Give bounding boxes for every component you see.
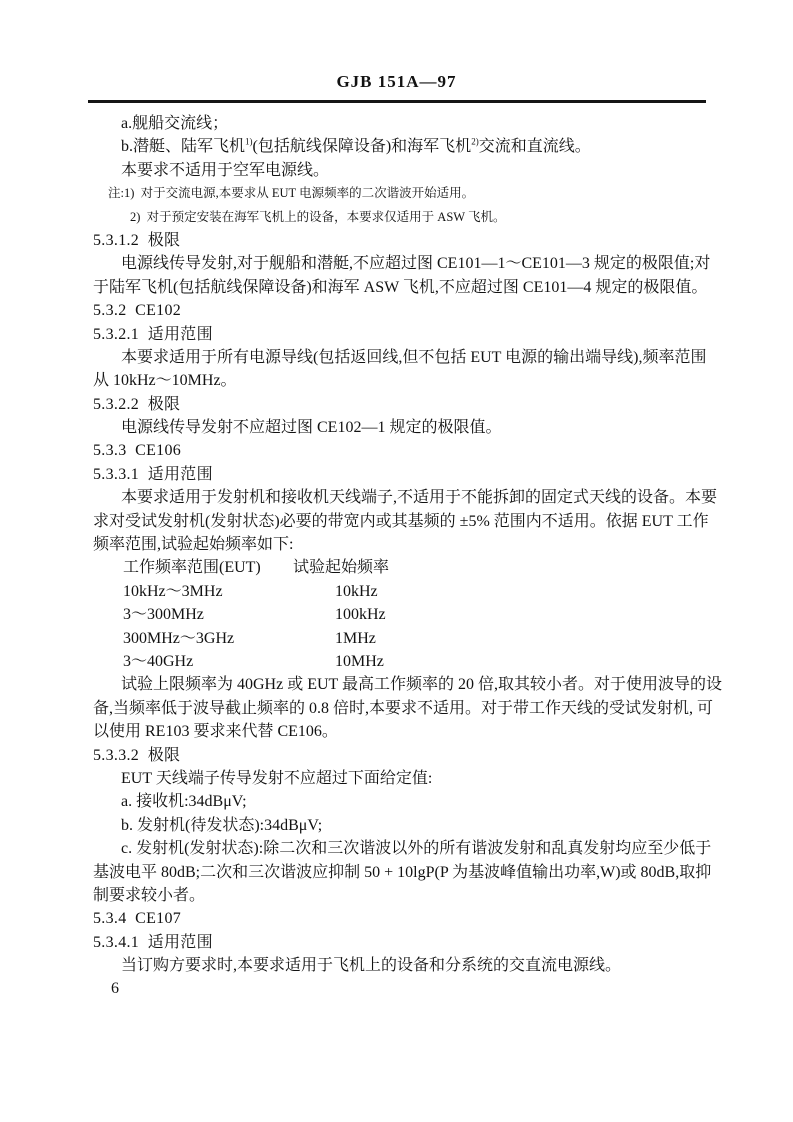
table-cell: 10MHz	[335, 652, 384, 670]
text-span: 制要求较小者。	[93, 886, 206, 904]
table-cell: 10kHz	[335, 582, 378, 600]
text-span: EUT 天线端子传导发射不应超过下面给定值:	[121, 769, 433, 787]
text-line	[93, 346, 713, 369]
footnote-marker: 2)	[471, 137, 479, 148]
document-body	[93, 112, 723, 1001]
section-heading	[93, 229, 713, 252]
text-line	[93, 276, 713, 299]
text-span: 从 10kHz～10MHz。	[93, 372, 237, 390]
text-span: c. 发射机(发射状态):除二次和三次谐波以外的所有谐波发射和乱真发射均应至少低于	[121, 840, 712, 858]
text-span: 本要求不适用于空军电源线。	[121, 161, 330, 179]
text-line	[93, 369, 713, 392]
text-line	[93, 861, 713, 884]
text-line	[93, 720, 713, 743]
table-cell: 1MHz	[335, 629, 376, 647]
text-line	[93, 697, 713, 720]
text-span: 5.3.2.1 适用范围	[93, 325, 213, 343]
table-cell: 10kHz～3MHz	[123, 582, 223, 600]
text-span: 6	[111, 980, 119, 998]
note-line	[93, 206, 713, 229]
text-span: b. 发射机(待发状态):34dBμV;	[121, 816, 323, 834]
table-cell: 3～300MHz	[123, 606, 204, 624]
text-span: 频率范围,试验起始频率如下:	[93, 536, 294, 554]
text-span: 5.3.2 CE102	[93, 302, 182, 320]
table-row	[93, 580, 713, 603]
text-span: (包括航线保障设备)和海军飞机	[252, 138, 472, 156]
section-heading	[93, 744, 713, 767]
text-span: 5.3.2.2 极限	[93, 395, 181, 413]
table-row	[93, 650, 713, 673]
text-span: 求对受试发射机(发射状态)必要的带宽内或其基频的 ±5% 范围内不适用。依据 EUT 工作	[93, 512, 709, 530]
text-span: 本要求适用于发射机和接收机天线端子,不适用于不能拆卸的固定式天线的设备。本要	[121, 489, 718, 507]
table-row	[93, 603, 713, 626]
table-cell: 300MHz～3GHz	[123, 629, 235, 647]
text-line	[93, 533, 713, 556]
section-heading	[93, 299, 713, 322]
text-span: 5.3.4 CE107	[93, 910, 182, 928]
text-line	[93, 884, 713, 907]
table-cell: 工作频率范围(EUT)	[123, 559, 261, 577]
text-line	[93, 252, 713, 275]
text-span: 5.3.3.2 极限	[93, 746, 181, 764]
text-span: 注:1) 对于交流电源,本要求从 EUT 电源频率的二次谐波开始适用。	[108, 186, 475, 201]
text-span: 5.3.3.1 适用范围	[93, 465, 213, 483]
header-rule	[88, 100, 706, 103]
table-cell: 试验起始频率	[293, 559, 390, 577]
text-span: 备,当频率低于波导截止频率的 0.8 倍时,本要求不适用。对于带工作天线的受试发射机, 可	[93, 699, 714, 717]
text-span: 当订购方要求时,本要求适用于飞机上的设备和分系统的交直流电源线。	[121, 957, 622, 975]
section-heading	[93, 463, 713, 486]
text-line	[93, 954, 713, 977]
text-span: 5.3.3 CE106	[93, 442, 182, 460]
section-heading	[93, 393, 713, 416]
text-line	[93, 837, 713, 860]
text-span: 本要求适用于所有电源导线(包括返回线,但不包括 EUT 电源的输出端导线),频率范围	[121, 348, 707, 366]
text-line	[93, 814, 713, 837]
text-span: 交流和直流线。	[478, 138, 591, 156]
text-span: 基波电平 80dB;二次和三次谐波应抑制 50 + 10lgP(P 为基波峰值输出功率,W)或 80dB,取抑	[93, 863, 712, 881]
text-line	[93, 510, 713, 533]
text-span: a. 接收机:34dBμV;	[121, 793, 247, 811]
text-span: 2) 对于预定安装在海军飞机上的设备，本要求仅适用于 ASW 飞机。	[130, 209, 506, 224]
table-cell: 3～40GHz	[123, 652, 194, 670]
text-span: 5.3.4.1 适用范围	[93, 933, 213, 951]
text-line	[93, 673, 723, 696]
section-heading	[93, 439, 713, 462]
section-heading	[93, 323, 713, 346]
text-line	[93, 135, 713, 158]
text-line	[93, 486, 718, 509]
section-heading	[93, 931, 713, 954]
text-line	[93, 112, 713, 135]
text-line	[93, 767, 713, 790]
text-span: 试验上限频率为 40GHz 或 EUT 最高工作频率的 20 倍,取其较小者。对于使用波导的设	[121, 676, 723, 694]
text-line	[93, 159, 713, 182]
footnote-marker: 1)	[245, 137, 253, 148]
text-span: a.舰船交流线；	[121, 115, 229, 132]
table-row	[93, 627, 713, 650]
page-number	[93, 977, 713, 1000]
text-span: 5.3.1.2 极限	[93, 231, 181, 249]
text-span: b.潜艇、陆军飞机	[121, 138, 246, 156]
text-span: 于陆军飞机(包括航线保障设备)和海军 ASW 飞机,不应超过图 CE101—4 规定的极限值。	[93, 278, 708, 296]
page-header-title: GJB 151A—97	[336, 72, 457, 91]
text-span: 电源线传导发射,对于舰船和潜艇,不应超过图 CE101—1～CE101—3 规定的极限值;对	[121, 255, 711, 273]
note-line	[93, 182, 713, 205]
table-cell: 100kHz	[335, 606, 386, 624]
table-header-row	[93, 556, 713, 579]
text-span: 电源线传导发射不应超过图 CE102—1 规定的极限值。	[121, 419, 502, 437]
text-line	[93, 416, 713, 439]
section-heading	[93, 907, 713, 930]
text-line	[93, 790, 713, 813]
text-span: 以使用 RE103 要求来代替 CE106。	[93, 723, 338, 741]
